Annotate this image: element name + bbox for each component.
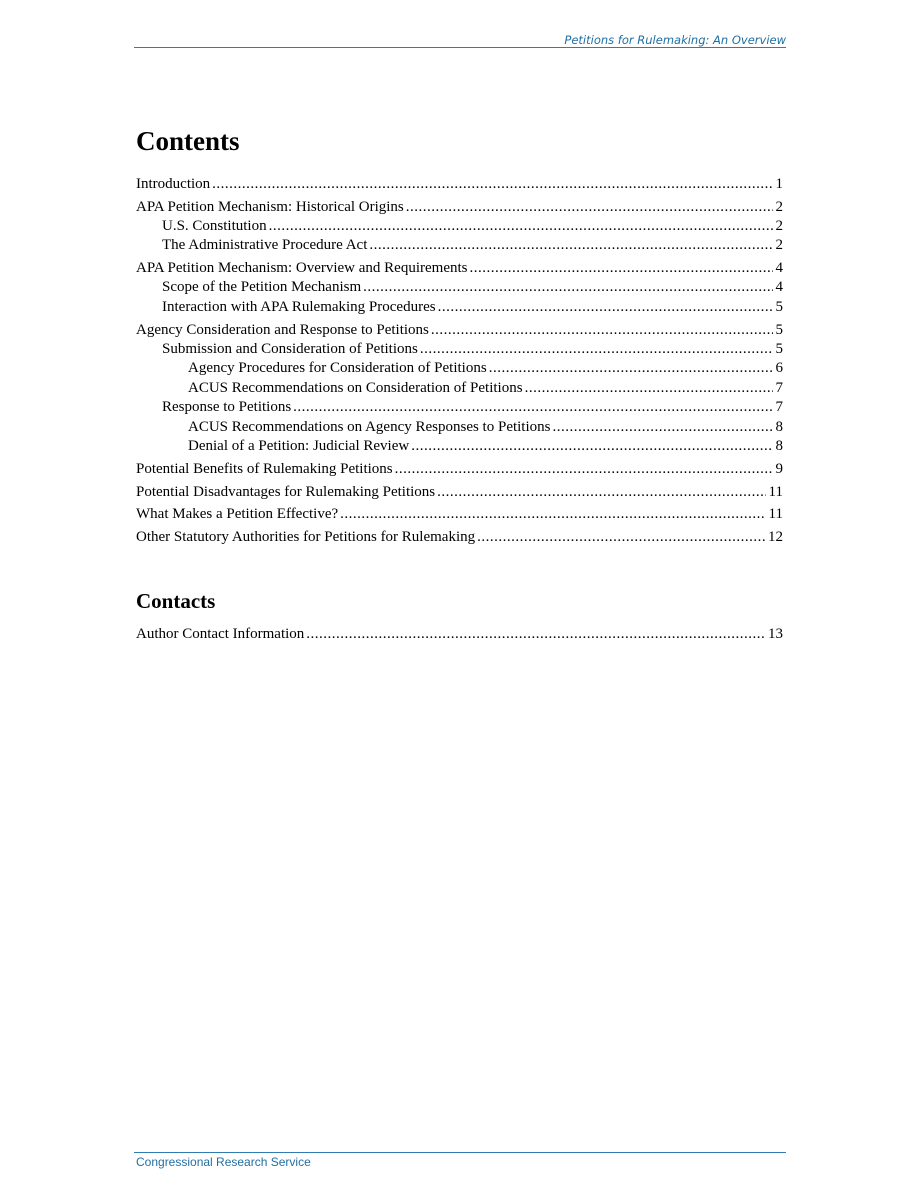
toc-entry-administrative-procedure-act[interactable] [136, 236, 783, 256]
toc-entry-scope[interactable] [136, 278, 783, 298]
header-divider [134, 47, 786, 48]
toc-entry-page: 5 [775, 340, 783, 357]
toc-entry-page: 2 [775, 237, 783, 253]
dot-leader [306, 624, 765, 644]
dot-leader [420, 340, 773, 360]
toc-entry-page: 2 [775, 198, 783, 215]
dot-leader [269, 217, 773, 237]
dot-leader [477, 527, 765, 547]
toc-entry-title: Interaction with APA Rulemaking Procedures [162, 298, 436, 315]
toc-entry-page: 5 [775, 321, 783, 338]
toc-entry-title: ACUS Recommendations on Consideration of Petitions [188, 379, 523, 396]
toc-entry-agency-procedures[interactable] [136, 359, 783, 379]
toc-entry-page: 4 [775, 279, 783, 295]
dot-leader [293, 398, 772, 418]
running-header-title: Petitions for Rulemaking: An Overview [564, 33, 786, 47]
toc-entry-title: The Administrative Procedure Act [162, 237, 368, 253]
contacts-heading: Contacts [136, 589, 216, 613]
dot-leader [438, 298, 773, 318]
toc-entry-page: 2 [775, 217, 783, 234]
toc-entry-page: 9 [775, 461, 783, 477]
toc-entry-page: 4 [775, 260, 783, 276]
dot-leader [489, 359, 773, 379]
footer-divider [134, 1152, 786, 1153]
toc-entry-page: 7 [775, 399, 783, 415]
toc-entry-title: ACUS Recommendations on Agency Responses to Petitions [188, 418, 551, 435]
toc-entry-title: Submission and Consideration of Petitions [162, 340, 418, 357]
toc-entry-title: Author Contact Information [136, 626, 305, 642]
toc-entry-title: Agency Procedures for Consideration of Petitions [188, 360, 487, 376]
footer-organization: Congressional Research Service [136, 1155, 311, 1169]
dot-leader [340, 504, 765, 524]
toc-entry-page: 8 [775, 438, 783, 454]
toc-entry-other-authorities[interactable] [136, 527, 783, 547]
dot-leader [212, 174, 772, 194]
dot-leader [552, 418, 772, 438]
toc-entry-title: Potential Benefits of Rulemaking Petitions [136, 461, 393, 477]
toc-entry-title: What Makes a Petition Effective? [136, 506, 339, 522]
dot-leader [437, 482, 765, 502]
table-of-contents [136, 174, 783, 547]
dot-leader [395, 459, 773, 479]
toc-entry-title: Scope of the Petition Mechanism [162, 279, 362, 295]
dot-leader [411, 437, 772, 457]
toc-entry-title: Other Statutory Authorities for Petitions for Rulemaking [136, 528, 476, 545]
toc-entry-title: Response to Petitions [162, 399, 292, 415]
dot-leader [369, 236, 772, 256]
toc-entry-agency-consideration[interactable] [136, 320, 783, 340]
dot-leader [470, 258, 773, 278]
toc-entry-title: APA Petition Mechanism: Overview and Requirements [136, 260, 468, 276]
toc-entry-title: APA Petition Mechanism: Historical Origins [136, 198, 404, 215]
toc-entry-disadvantages[interactable] [136, 482, 783, 502]
toc-entry-title: Introduction [136, 176, 211, 192]
toc-entry-page: 5 [775, 298, 783, 315]
toc-entry-author-contact[interactable] [136, 624, 783, 644]
toc-entry-page: 11 [768, 483, 783, 500]
contents-heading: Contents [136, 126, 240, 156]
toc-entry-acus-consideration[interactable] [136, 379, 783, 399]
toc-entry-submission[interactable] [136, 340, 783, 360]
dot-leader [363, 278, 772, 298]
toc-entry-page: 6 [775, 360, 783, 376]
dot-leader [431, 320, 773, 340]
toc-entry-benefits[interactable] [136, 459, 783, 479]
contacts-list [136, 624, 783, 644]
toc-entry-acus-responses[interactable] [136, 418, 783, 438]
toc-entry-title: U.S. Constitution [162, 217, 267, 234]
toc-entry-page: 13 [768, 626, 783, 642]
toc-entry-page: 12 [768, 528, 783, 545]
toc-entry-effective[interactable] [136, 504, 783, 524]
toc-entry-page: 11 [768, 506, 783, 522]
toc-entry-overview-requirements[interactable] [136, 258, 783, 278]
dot-leader [406, 197, 773, 217]
toc-entry-title: Potential Disadvantages for Rulemaking Petitions [136, 483, 436, 500]
toc-entry-response[interactable] [136, 398, 783, 418]
toc-entry-denial[interactable] [136, 437, 783, 457]
toc-entry-historical-origins[interactable] [136, 197, 783, 217]
toc-entry-us-constitution[interactable] [136, 217, 783, 237]
toc-entry-page: 8 [775, 418, 783, 435]
toc-entry-introduction[interactable] [136, 174, 783, 194]
toc-entry-title: Denial of a Petition: Judicial Review [188, 438, 410, 454]
toc-entry-interaction[interactable] [136, 298, 783, 318]
toc-entry-page: 7 [775, 379, 783, 396]
toc-entry-title: Agency Consideration and Response to Petitions [136, 321, 429, 338]
dot-leader [525, 379, 773, 399]
toc-entry-page: 1 [775, 176, 783, 192]
